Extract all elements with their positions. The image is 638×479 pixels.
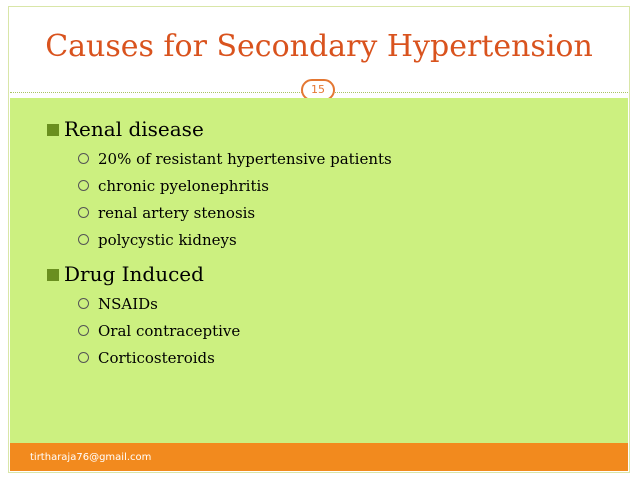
- list-item-label: renal artery stenosis: [98, 204, 256, 222]
- filled-square-bullet-icon: [46, 268, 60, 282]
- list-item: [78, 203, 255, 223]
- hollow-circle-bullet-icon: [78, 153, 89, 164]
- hollow-circle-bullet-icon: [78, 325, 89, 336]
- hollow-circle-bullet-icon: [78, 234, 89, 245]
- section-heading: [46, 261, 204, 287]
- section-heading: [46, 116, 204, 142]
- list-item-label: Oral contraceptive: [98, 322, 241, 340]
- hollow-circle-bullet-icon: [78, 352, 89, 363]
- list-item-label: polycystic kidneys: [98, 231, 237, 249]
- list-item: [78, 176, 269, 196]
- list-item-label: Corticosteroids: [98, 349, 215, 367]
- slide-title: Causes for Secondary Hypertension: [45, 29, 593, 64]
- filled-square-bullet-icon: [46, 123, 60, 137]
- section-heading-label: Renal disease: [64, 117, 204, 141]
- list-item: [78, 230, 237, 250]
- list-item-label: 20% of resistant hypertensive patients: [98, 150, 392, 168]
- section-heading-label: Drug Induced: [64, 262, 204, 286]
- hollow-circle-bullet-icon: [78, 207, 89, 218]
- page-number-badge: 15: [301, 79, 335, 101]
- footer-email: tirtharaja76@gmail.com: [30, 452, 152, 463]
- list-item: [78, 294, 158, 314]
- hollow-circle-bullet-icon: [78, 298, 89, 309]
- hollow-circle-bullet-icon: [78, 180, 89, 191]
- list-item: [78, 321, 240, 341]
- list-item-label: NSAIDs: [98, 295, 158, 313]
- list-item: [78, 149, 392, 169]
- list-item: [78, 348, 215, 368]
- list-item-label: chronic pyelonephritis: [98, 177, 269, 195]
